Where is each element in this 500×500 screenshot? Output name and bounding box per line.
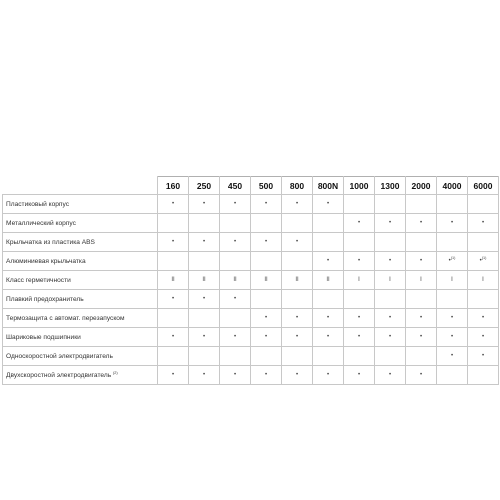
cell-value: • [264,334,268,340]
table-cell [468,271,499,290]
cell-value: I [358,277,360,283]
table-cell [158,366,189,385]
cell-value: • [450,315,454,321]
column-header: 4000 [437,177,468,195]
table-cell [344,366,375,385]
cell-value: • [233,201,237,207]
table-cell [375,233,406,252]
cell-value: • [357,220,361,226]
cell-value: • [233,334,237,340]
table-cell [468,233,499,252]
cell-value: • [450,353,454,359]
cell-value: • [481,334,485,340]
table-row [3,195,499,214]
table-cell [437,233,468,252]
table-cell [251,366,282,385]
cell-value: • [295,334,299,340]
table-cell [189,328,220,347]
table-cell [282,271,313,290]
table-cell [468,347,499,366]
table-cell [344,252,375,271]
cell-value: II [326,277,330,283]
cell-value: I [420,277,422,283]
table-cell [468,309,499,328]
table-cell [375,214,406,233]
cell-value: • [450,334,454,340]
cell-value: • [388,220,392,226]
table-cell [313,252,344,271]
table-cell [437,271,468,290]
table-cell [468,328,499,347]
cell-value: • [233,372,237,378]
row-label-text: Алюминиевая крыльчатка [6,257,86,265]
table-cell [282,309,313,328]
cell-value: • [171,372,175,378]
row-label [3,328,158,347]
table-cell [375,366,406,385]
table-cell [220,214,251,233]
table-cell [313,233,344,252]
cell-value: • [233,296,237,302]
cell-value: • [171,296,175,302]
table-cell [220,366,251,385]
table-cell [220,290,251,309]
cell-value: • [479,258,482,264]
table-cell [220,233,251,252]
table-cell [437,309,468,328]
cell-value: II [233,277,237,283]
table-cell [437,290,468,309]
row-label [3,366,158,385]
cell-value: II [171,277,175,283]
row-label [3,271,158,290]
table-cell [189,195,220,214]
table-cell [437,328,468,347]
cell-value: • [326,258,330,264]
table-cell [282,195,313,214]
table-cell [468,366,499,385]
table-cell [406,290,437,309]
row-label-text: Термозащита с автомат. перезапуском [6,314,125,322]
cell-value: • [264,239,268,245]
row-label [3,214,158,233]
cell-value: • [264,315,268,321]
cell-value: • [419,315,423,321]
table-row [3,271,499,290]
table-body [3,195,499,385]
footnote-marker: (1) [450,256,456,260]
table-cell [313,271,344,290]
table-cell [189,347,220,366]
column-header: 800 [282,177,313,195]
table-cell [406,271,437,290]
cell-value: • [295,372,299,378]
table-cell [220,252,251,271]
cell-value: • [481,353,485,359]
cell-value: • [388,258,392,264]
footnote-marker: (2) [112,370,118,375]
table-cell [313,290,344,309]
table-cell [282,328,313,347]
table-cell [437,214,468,233]
row-label-text: Плавкий предохранитель [6,295,84,303]
table-cell [406,214,437,233]
table-cell [406,195,437,214]
table-cell [313,328,344,347]
column-header: 160 [158,177,189,195]
table-cell [344,347,375,366]
column-header: 2000 [406,177,437,195]
table-cell [251,214,282,233]
table-cell [344,233,375,252]
row-label-text: Пластиковый корпус [6,200,70,208]
table-cell [313,214,344,233]
table-cell [406,252,437,271]
table-cell [406,347,437,366]
table-cell [189,252,220,271]
cell-value: I [389,277,391,283]
table-row [3,328,499,347]
column-header: 800N [313,177,344,195]
column-header: 500 [251,177,282,195]
table-cell [282,252,313,271]
table-cell [251,309,282,328]
table-cell [220,271,251,290]
cell-value: • [419,334,423,340]
spec-table [2,176,499,385]
cell-value: • [326,315,330,321]
cell-value: • [202,239,206,245]
table-cell [375,347,406,366]
cell-value: • [357,315,361,321]
cell-value: • [202,334,206,340]
table-row [3,347,499,366]
row-label-text: Односкоростной электродвигатель [6,352,113,360]
cell-value: • [264,201,268,207]
cell-value: • [202,296,206,302]
table-cell [251,290,282,309]
table-cell [158,214,189,233]
table-row [3,309,499,328]
row-label-text: Металлический корпус [6,219,76,227]
table-cell [375,328,406,347]
cell-value: • [295,201,299,207]
table-cell [189,309,220,328]
table-cell [282,233,313,252]
table-cell [375,195,406,214]
table-cell [282,290,313,309]
table-cell [375,271,406,290]
table-cell [189,214,220,233]
cell-value: II [202,277,206,283]
cell-value: • [264,372,268,378]
row-label-text: Двухскоростной электродвигатель [6,371,112,379]
table-cell [158,271,189,290]
table-cell [344,214,375,233]
table-cell [437,252,468,271]
column-header: 250 [189,177,220,195]
row-label [3,309,158,328]
table-cell [158,347,189,366]
table-cell [375,309,406,328]
cell-value: • [202,201,206,207]
table-cell [406,366,437,385]
cell-value: • [357,372,361,378]
row-label-text: Крыльчатка из пластика ABS [6,238,95,246]
table-cell [437,195,468,214]
table-cell [282,366,313,385]
cell-value: II [264,277,268,283]
table-row [3,252,499,271]
table-cell [313,347,344,366]
cell-value: • [357,258,361,264]
table-cell [344,290,375,309]
table-cell [189,366,220,385]
row-label-text: Шариковые подшипники [6,333,81,341]
table-cell [375,252,406,271]
cell-value: I [451,277,453,283]
cell-value: • [326,372,330,378]
footnote-marker: (1) [481,256,487,260]
table-cell [251,195,282,214]
table-cell [158,233,189,252]
table-cell [158,195,189,214]
table-row [3,233,499,252]
table-cell [344,271,375,290]
cell-value: • [326,334,330,340]
cell-value: • [171,334,175,340]
cell-value: • [388,315,392,321]
table-row [3,366,499,385]
cell-value: • [419,372,423,378]
cell-value: • [295,315,299,321]
table-cell [344,328,375,347]
table-cell [189,290,220,309]
table-cell [313,309,344,328]
table-cell [406,328,437,347]
cell-value: • [233,239,237,245]
table-cell [468,252,499,271]
cell-value: • [450,220,454,226]
cell-value: • [481,315,485,321]
cell-value: • [388,372,392,378]
column-header: 1000 [344,177,375,195]
table-cell [375,290,406,309]
cell-value: • [171,239,175,245]
table-cell [344,195,375,214]
table-cell [158,252,189,271]
cell-value: • [295,239,299,245]
table-cell [468,195,499,214]
table-cell [251,328,282,347]
table-cell [251,233,282,252]
table-cell [313,195,344,214]
table-cell [158,309,189,328]
table-cell [468,290,499,309]
cell-value: • [357,334,361,340]
row-label [3,195,158,214]
table-cell [437,366,468,385]
table-cell [189,233,220,252]
cell-value: • [419,258,423,264]
row-label [3,290,158,309]
cell-value: • [326,201,330,207]
table-cell [251,271,282,290]
column-header: 1300 [375,177,406,195]
column-header: 450 [220,177,251,195]
cell-value: • [448,258,451,264]
cell-value: • [419,220,423,226]
cell-value: II [295,277,299,283]
table-cell [220,309,251,328]
table-cell [158,328,189,347]
table-cell [251,347,282,366]
row-label [3,252,158,271]
cell-value: • [481,220,485,226]
cell-value: • [202,372,206,378]
table-row [3,290,499,309]
table-cell [282,214,313,233]
table-cell [437,347,468,366]
table-cell [220,347,251,366]
table-cell [282,347,313,366]
table-cell [344,309,375,328]
table-cell [220,195,251,214]
table-row [3,214,499,233]
cell-value: I [482,277,484,283]
row-label [3,347,158,366]
cell-value: • [388,334,392,340]
header-corner-cell [3,177,158,195]
table-cell [158,290,189,309]
cell-value: • [171,201,175,207]
column-header: 6000 [468,177,499,195]
header-row [3,177,499,195]
table-cell [406,233,437,252]
table-cell [313,366,344,385]
table-cell [251,252,282,271]
table-cell [220,328,251,347]
table-cell [406,309,437,328]
row-label-text: Класс герметичности [6,276,71,284]
table-cell [189,271,220,290]
table-cell [468,214,499,233]
row-label [3,233,158,252]
